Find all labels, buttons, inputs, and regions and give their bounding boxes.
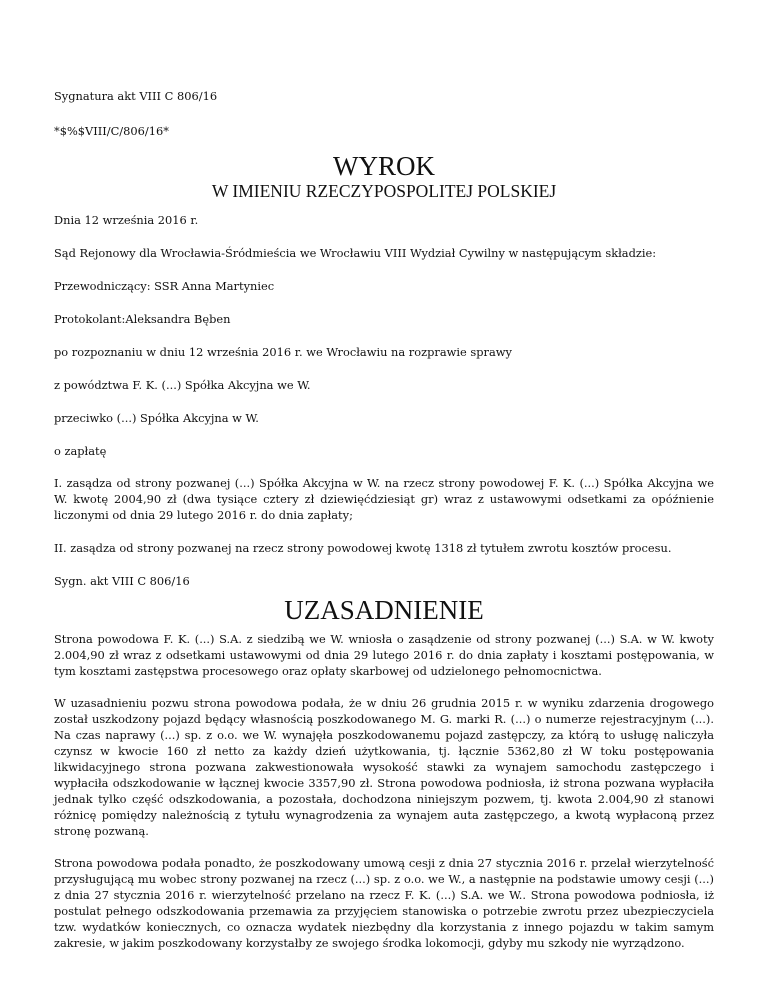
justification-title: UZASADNIENIE [284,595,484,625]
case-barcode-text: *$%$VIII/C/806/16* [54,124,169,138]
verdict-subtitle: W IMIENIU RZECZYPOSPOLITEJ POLSKIEJ [211,181,557,201]
case-subject: o zapłatę [54,444,107,458]
court-clerk: Protokolant:Aleksandra Bęben [54,312,231,326]
presiding-judge: Przewodniczący: SSR Anna Martyniec [54,279,275,293]
verdict-point-2: II. zasądza od strony pozwanej na rzecz strony powodowej kwotę 1318 zł tytułem zwrotu kosztów procesu. [54,541,672,555]
document-page [54,88,714,951]
case-signature: Sygnatura akt VIII C 806/16 [54,89,218,103]
justification-case-ref: Sygn. akt VIII C 806/16 [54,574,190,588]
defendant-line: przeciwko (...) Spółka Akcyjna w W. [54,411,259,425]
justification-paragraph-1: Strona powodowa F. K. (...) S.A. z siedzibą we W. wniosła o zasądzenie od strony pozwanej (...) S.A. w W. kwoty 2.004,90 zł wraz z odsetkami ustawowymi od dnia 29 lutego 2016 r. do dnia zapłaty i kosztami postępowania, w tym kosztami zastępstwa procesowego oraz opłaty skarbowej od udzielonego pełnomocnictwa. [54,632,714,678]
hearing-line: po rozpoznaniu w dniu 12 września 2016 r. we Wrocławiu na rozprawie sprawy [54,345,512,359]
justification-paragraph-2: W uzasadnieniu pozwu strona powodowa podała, że w dniu 26 grudnia 2015 r. w wyniku zdarzenia drogowego został uszkodzony pojazd będący własnością poszkodowanego M. G. marki R. (...) o numerze rejestracyjnym (...). Na czas naprawy (...) sp. z o.o. we W. wynajęła poszkodowanemu pojazd zastępczy, za którą to usługę naliczyła czynsz w kwocie 160 zł netto za każdy dzień użytkowania, tj. łącznie 5362,80 zł W toku postępowania likwidacyjnego strona pozwana zakwestionowała wysokość stawki za wynajem samochodu zastępczego i wypłaciła odszkodowanie w łącznej kwocie 3357,90 zł. Strona powodowa podniosła, iż strona pozwana wypłaciła jednak tylko część odszkodowania, a pozostała, dochodzona niniejszym pozwem, tj. kwota 2.004,90 zł stanowi różnicę pomiędzy należnością z tytułu wynagrodzenia za wynajem auta zastępczego, a kwotą wypłaconą przez stronę pozwaną. [54,696,714,838]
verdict-point-1: I. zasądza od strony pozwanej (...) Spółka Akcyjna w W. na rzecz strony powodowej F. K. (...) Spółka Akcyjna we W. kwotę 2004,90 zł (dwa tysiące cztery zł dziewięćdziesiąt gr) wraz z ustawowymi odsetkami za opóźnienie liczonymi od dnia 29 lutego 2016 r. do dnia zapłaty; [54,476,714,522]
plaintiff-line: z powództwa F. K. (...) Spółka Akcyjna we W. [54,378,311,392]
verdict-title: WYROK [333,151,435,181]
verdict-date: Dnia 12 września 2016 r. [54,213,199,227]
justification-paragraph-3: Strona powodowa podała ponadto, że poszkodowany umową cesji z dnia 27 stycznia 2016 r. przelał wierzytelność przysługującą mu wobec strony pozwanej na rzecz (...) sp. z o.o. we W., a następnie na podstawie umowy cesji (...) z dnia 27 stycznia 2016 r. wierzytelność przelano na rzecz F. K. (...) S.A. we W.. Strona powodowa podniosła, iż postulat pełnego odszkodowania przemawia za przyjęciem stanowiska o potrzebie zwrotu przez ubezpieczyciela tzw. wydatków koniecznych, co oznacza wydatek niezbędny dla korzystania z innego pojazdu w takim samym zakresie, w jakim poszkodowany korzystałby ze swojego środka lokomocji, gdyby mu szkody nie wyrządzono. [54,856,714,950]
court-composition: Sąd Rejonowy dla Wrocławia-Śródmieścia we Wrocławiu VIII Wydział Cywilny w następującym składzie: [54,246,657,260]
